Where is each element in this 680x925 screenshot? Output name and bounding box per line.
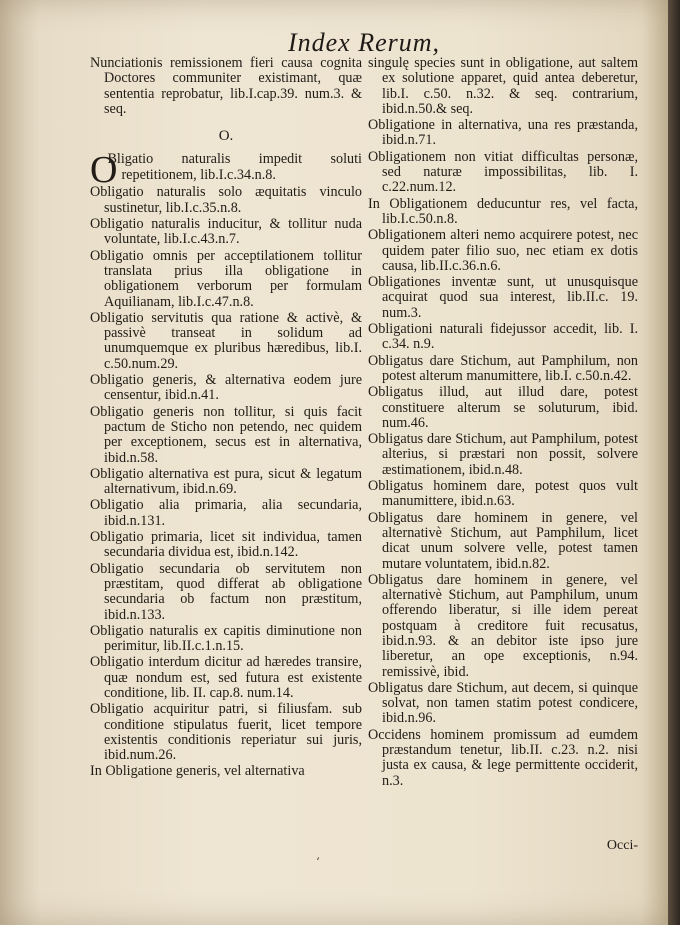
- drop-capital: O: [90, 149, 118, 192]
- index-entry: Obligatio naturalis inducitur, & tollitur nuda voluntate, lib.I.c.43.n.7.: [90, 216, 362, 248]
- signature-mark: ‘: [316, 855, 320, 869]
- index-entry: Obligatus dare Stichum, aut decem, si quinque solvat, non tamen statim potest condicere, ibid.n.96.: [368, 679, 638, 727]
- index-entry: Obligatio generis non tollitur, si quis facit pactum de Sticho non petendo, nec quidem per exceptionem, secus est in alternativa, ibid.n.58.: [90, 403, 362, 466]
- index-entry: singulę species sunt in obligatione, aut saltem ex solutione apparet, quid antea deberetur, lib.I. c.50. n.32. & seq. contrarium, ibid.n.50.& seq.: [368, 55, 638, 117]
- left-column: [90, 56, 362, 781]
- index-entry: Obligatio secundaria ob servitutem non præstitam, quod differat ab obligatione secundaria ob factum non præstitum, ibid.n.133.: [90, 560, 362, 623]
- index-entry: Occidens hominem promissum ad eumdem præstandum tenetur, lib.II. c.23. n.2. nisi justa ex causa, & lege permittente occiderit, n.3.: [368, 726, 638, 789]
- index-entry: Obligatio generis, & alternativa eodem jure censentur, ibid.n.41.: [90, 372, 362, 404]
- index-entry: Obligatus dare Stichum, aut Pamphilum, potest alterius, si præstari non possit, solvere æstimationem, ibid.n.48.: [368, 431, 638, 478]
- index-entry: Obligationi naturali fidejussor accedit, lib. I. c.34. n.9.: [368, 321, 638, 353]
- index-entry: In Obligationem deducuntur res, vel facta, lib.I.c.50.n.8.: [368, 195, 638, 227]
- index-entry: Obligatio naturalis ex capitis diminutione non perimitur, lib.II.c.1.n.15.: [90, 622, 362, 655]
- index-entry: Obligatione in alternativa, una res præstanda, ibid.n.71.: [368, 117, 638, 149]
- index-entry: Obligatus hominem dare, potest quos vult manumittere, ibid.n.63.: [368, 478, 638, 510]
- page-binding-edge: [668, 0, 680, 925]
- index-entry: Obligatio alternativa est pura, sicut & legatum alternativum, ibid.n.69.: [90, 465, 362, 498]
- index-entry: Obligationes inventæ sunt, ut unusquisque acquirat quod sua interest, lib.II.c. 19. num.3.: [368, 274, 638, 321]
- first-entry-text: Bligatio naturalis impedit soluti repetitionem, lib.I.c.34.n.8.: [107, 151, 362, 183]
- running-header: Index Rerum,: [287, 28, 441, 57]
- index-entry: Obligatus illud, aut illud dare, potest constituere alterum se soluturum, ibid. num.46.: [368, 384, 638, 431]
- index-entry: Obligationem non vitiat difficultas personæ, sed naturæ impossibilitas, lib. I. c.22.num.12.: [368, 148, 638, 196]
- first-section-entry: [90, 149, 362, 192]
- index-entry: Obligationem alteri nemo acquirere potest, nec quidem pater filio suo, nec etiam ex dotis causa, lib.II.c.36.n.6.: [368, 227, 638, 274]
- index-entry: Obligatio naturalis solo æquitatis vinculo sustinetur, lib.I.c.35.n.8.: [90, 184, 362, 216]
- index-entry: Nunciationis remissionem fieri causa cognita Doctores communiter existimant, quæ sententia reprobatur, lib.I.cap.39. num.3. & seq.: [90, 55, 362, 117]
- right-entry-list: [368, 56, 638, 789]
- right-column: [368, 56, 638, 790]
- index-entry: Obligatus dare hominem in genere, vel alternativè Stichum, aut Pamphilum, licet dicat unum solvere velle, potest tamen mutare voluntatem, ibid.n.82.: [368, 509, 638, 572]
- left-entry-list: [90, 185, 362, 779]
- section-letter-heading: O.: [218, 128, 234, 145]
- index-entry: Obligatio omnis per acceptilationem tollitur translata prius illa obligatione in obligationem verborum per formulam Aquilianam, lib.I.c.47.n.8.: [90, 247, 362, 310]
- catchword: Occi-: [606, 838, 638, 853]
- index-entry: Obligatio primaria, licet sit individua, tamen secundaria dividua est, ibid.n.142.: [90, 529, 362, 561]
- index-entry: Obligatus dare hominem in genere, vel alternativè Stichum, aut Pamphilum, unum offerendo liberatur, si ille idem pereat postquam à creditore fuit recusatus, ibid.n.93. & an debitor iste ipso jure liberetur, an ope exceptionis, n.94. remissivè, ibid.: [368, 571, 638, 680]
- index-entry: Obligatio interdum dicitur ad hæredes transire, quæ nondum est, sed futura est existente conditione, lib. II. cap.8. num.14.: [90, 654, 362, 701]
- index-entry: Obligatio alia primaria, alia secundaria, ibid.n.131.: [90, 497, 362, 529]
- index-entry: Obligatio acquiritur patri, si filiusfam. sub conditione stipulatus fuerit, licet tempore existentis conditionis reperiatur sui juris, ibid.num.26.: [90, 701, 362, 764]
- index-entry: In Obligatione generis, vel alternativa: [90, 763, 305, 780]
- index-entry: Obligatio servitutis qua ratione & activè, & passivè transeat in solidum ad unumquemque ex pluribus hæredibus, lib.I. c.50.num.29.: [90, 309, 362, 372]
- index-entry: Obligatus dare Stichum, aut Pamphilum, non potest alterum manumittere, lib.I. c.50.n.42.: [368, 352, 638, 384]
